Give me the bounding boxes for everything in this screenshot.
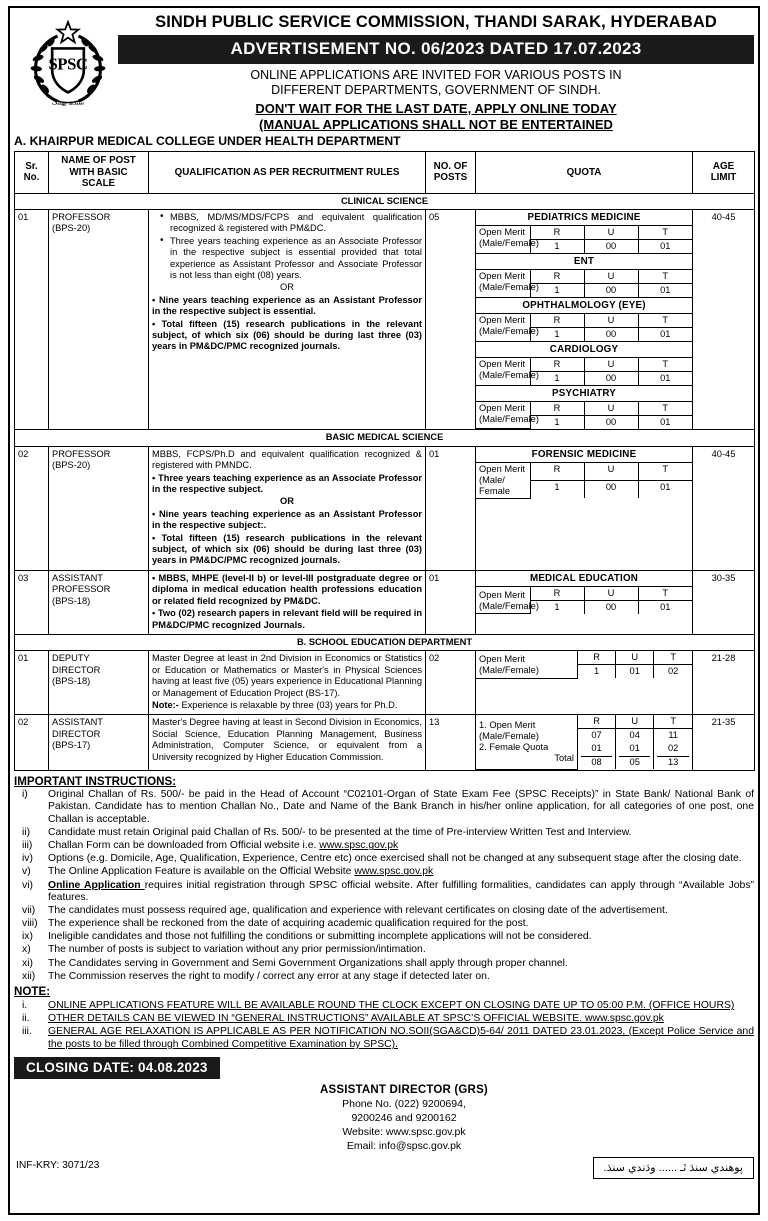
cell-quota [476,651,693,715]
quota-subtable [476,447,692,499]
instruction-text: Ineligible candidates and those not fulfilling the conditions or submitting incomplete applications will not be considered. [48,931,592,943]
quota-header-t: T [638,269,692,283]
page-header [14,10,754,132]
quota-title: PSYCHIATRY [476,385,692,401]
advertisement-number-bar: ADVERTISEMENT NO. 06/2023 DATED 17.07.2023 [118,35,754,64]
quota-title: ENT [476,253,692,269]
band-basic-medical-science: BASIC MEDICAL SCIENCE [15,430,755,446]
note-text: GENERAL AGE RELAXATION IS APPLICABLE AS PER NOTIFICATION NO.SOII(SGA&CD)5-64/ 2011 DATED 23.01.2023, (Except Police Service and the posts to be filled through Combined Competitive Examination by SPSC). [48,1026,754,1051]
subtitle-line-2: DIFFERENT DEPARTMENTS, GOVERNMENT OF SINDH. [271,83,601,97]
quota-value-u: 00 [584,415,638,429]
instruction-item: iii) Challan Form can be downloaded from Official website i.e. www.spsc.gov.pk [22,840,399,852]
cell-age-limit: 40-45 [693,446,755,570]
instruction-text: Candidate must retain Original paid Challan of Rs. 500/- to be presented at the time of Pre-interview Written Test and Interview. [48,827,632,839]
important-instructions-list [14,789,754,983]
cell-no-of-posts: 01 [426,446,476,570]
cell-quota [476,715,693,771]
quota-label: Open Merit (Male/Female) [476,269,530,297]
quota-subtable [476,571,692,615]
band-school-education-department: B. SCHOOL EDUCATION DEPARTMENT [15,634,755,650]
spsc-website-link[interactable]: www.spsc.gov.pk [319,840,399,852]
qual-text: MBBS, FCPS/Ph.D and equivalent qualification recognized & registered with PMNDC. [152,448,422,471]
instruction-text: The Candidates serving in Government and Semi Government Organizations shall apply through proper channel. [48,957,568,969]
instruction-number: vii) [22,905,36,917]
col-header-quota: QUOTA [476,152,693,194]
quota-header-r: R [530,586,584,600]
quota-label: Open Merit (Male/Female) [476,225,530,253]
instruction-text: requires initial registration through SPSC official website. After fulfilling formalities, candidates can apply through “Available Jobs” features. [48,879,754,904]
instruction-text: The Commission reserves the right to modify / correct any error at any stage if detected later on. [48,970,490,982]
col-header-name-of-post: NAME OF POST WITH BASIC SCALE [49,152,149,194]
quota-row2-and-total-u [616,742,654,769]
cell-age-limit: 21-35 [693,715,755,771]
quota-header-t: T [638,357,692,371]
cell-sr-no: 01 [15,209,49,430]
qual-bullet: • Nine years teaching experience as an Assistant Professor in the respective subject is essential. [152,295,422,318]
email-line: Email: info@spsc.gov.pk [346,1140,462,1153]
instruction-number: ix) [22,931,33,943]
quota-header-r: R [577,651,615,665]
note-text: ONLINE APPLICATIONS FEATURE WILL BE AVAILABLE ROUND THE CLOCK EXCEPT ON CLOSING DATE UP TO 05:00 P.M. (OFFICE HOURS) [48,1000,735,1012]
quota-header-r: R [530,357,584,371]
table-header-row [15,152,755,194]
quota-total-t: 13 [657,756,689,768]
qual-bullet: • Three years teaching experience as an Associate Professor in the respective subject. [152,473,422,496]
quota-value-t: 01 [638,239,692,253]
note-item [14,999,754,1012]
quota-row2-and-total-t [654,742,692,769]
quota-header-u: U [616,651,654,665]
quota-value-r: 1 [577,665,615,679]
note-title: NOTE: [14,985,51,999]
note-list [14,999,754,1051]
col-header-no-of-posts: NO. OF POSTS [426,152,476,194]
instruction-text: Original Challan of Rs. 500/- be paid in the Head of Account “C02101-Organ of State Exam Fee (SPSC Receipts)” in State Bank/ National Bank of Pakistan. Candidate has to mention Challan No., Date and Name of the Bank Branch in his/her online application, for all categories of one post, one Challan is acceptable. [48,788,754,826]
page-footer [14,1083,754,1179]
phone-line-2: 9200246 and 9200162 [351,1112,457,1125]
quota-value-r: 07 [577,729,615,743]
instruction-number: iii) [22,840,33,852]
instruction-item: v) The Online Application Feature is available on the Official Website www.spsc.gov.pk [22,866,434,878]
cell-qualification [149,209,426,430]
cell-quota [476,570,693,634]
quota-header-r: R [530,225,584,239]
quota-value-u: 00 [584,327,638,341]
quota-value-r: 1 [530,371,584,385]
quota-value-t: 01 [638,327,692,341]
quota-title: CARDIOLOGY [476,341,692,357]
instruction-text: The number of posts is subject to variation without any prior permission/intimation. [48,944,426,956]
quota-header-u: U [584,269,638,283]
spsc-website-link[interactable]: www.spsc.gov.pk [354,866,434,878]
instruction-number: viii) [22,918,38,930]
signatory-title: ASSISTANT DIRECTOR (GRS) [320,1084,488,1097]
quota-header-t: T [638,462,692,480]
quota-value-t: 01 [638,371,692,385]
instruction-item [14,789,754,827]
instruction-number: ii) [22,827,31,839]
note-item [14,1012,754,1025]
instruction-item [14,918,754,931]
quota-value-r: 01 [591,743,602,754]
qual-or: OR [280,282,294,293]
phone-line-1: Phone No. (022) 9200694, [342,1098,466,1111]
qual-text: Master's Degree having at least in Second Division in Economics, Social Science, Education Planning Management, Business Administration, Computer Science, or equivalent from a University recognized by Higher Education Commission. [152,717,422,762]
quota-value-u: 00 [584,481,638,499]
note-text: OTHER DETAILS CAN BE VIEWED IN “GENERAL INSTRUCTIONS” AVAILABLE AT SPSC’S OFFICIAL WEBSITE. www.spsc.gov.pk [48,1013,664,1025]
quota-label [476,715,577,769]
posts-table [14,151,755,771]
quota-header-t: T [654,651,692,665]
quota-subtable [476,210,692,430]
cta-line-2: (MANUAL APPLICATIONS SHALL NOT BE ENTERTAINED [259,117,613,132]
quota-header-t: T [638,586,692,600]
instruction-number: xi) [22,957,33,969]
cell-post-name: ASSISTANT PROFESSOR (BPS-18) [49,570,149,634]
quota-header-t: T [638,225,692,239]
note-number: i. [22,1000,28,1012]
quota-subtable [476,651,692,679]
quota-label: Open Merit (Male/ Female [476,462,530,498]
section-a-title: A. KHAIRPUR MEDICAL COLLEGE UNDER HEALTH DEPARTMENT [14,134,401,148]
table-row [15,570,755,634]
cell-age-limit: 40-45 [693,209,755,430]
instruction-text: The experience shall be reckoned from the date of acquiring academic qualification required for the post. [48,918,529,930]
cell-post-name: PROFESSOR (BPS-20) [49,209,149,430]
online-application-emphasis: Online Application [48,879,145,891]
instruction-item [14,971,754,984]
quota-header-t: T [638,313,692,327]
cell-quota [476,209,693,430]
inf-kry-reference: INF-KRY: 3071/23 [16,1160,100,1172]
cell-no-of-posts: 13 [426,715,476,771]
quota-value-u: 00 [584,239,638,253]
cell-sr-no: 02 [15,715,49,771]
cell-no-of-posts: 02 [426,651,476,715]
quota-value-u: 01 [629,743,640,754]
svg-text:سندھ پھبلک: سندھ پھبلک [51,99,85,107]
cell-sr-no: 02 [15,446,49,570]
quota-value-t: 02 [667,743,679,754]
quota-header-t: T [654,715,692,729]
quota-label: Open Merit (Male/Female) [476,586,530,614]
sindhi-slogan-box: پوهندي سنڌ ٿـ ...... وڌندي سنڌ. [593,1157,754,1179]
instruction-item [14,958,754,971]
cell-no-of-posts: 01 [426,570,476,634]
quota-value-u: 00 [584,283,638,297]
quota-value-u: 00 [584,371,638,385]
quota-value-r: 1 [530,239,584,253]
quota-header-r: R [530,462,584,480]
cell-no-of-posts: 05 [426,209,476,430]
cell-age-limit: 21-28 [693,651,755,715]
instruction-text: The candidates must possess required age, qualification and experience with relevant certificates on closing date of the advertisement. [48,905,668,917]
closing-date-badge: CLOSING DATE: 04.08.2023 [14,1057,220,1079]
instruction-item [14,827,754,840]
cell-qualification [149,570,426,634]
instruction-number: xii) [22,970,36,982]
col-header-sr-no: Sr. No. [15,152,49,194]
website-line: Website: www.spsc.gov.pk [342,1126,466,1139]
quota-subtable [476,715,692,770]
quota-value-t: 11 [654,729,692,743]
cell-sr-no: 03 [15,570,49,634]
qual-text: Master Degree at least in 2nd Division in Economics or Statistics or Education or Mathematics or Master's in Physical Sciences having at least five (05) years experience in Educational Planning or Management of Education Project (BS-17). [152,653,422,698]
instruction-item [14,853,754,866]
note-number: iii. [22,1026,32,1038]
important-instructions-title: IMPORTANT INSTRUCTIONS: [14,774,177,788]
instruction-number: i) [22,788,28,800]
cell-sr-no: 01 [15,651,49,715]
quota-header-r: R [530,313,584,327]
quota-header-u: U [584,586,638,600]
quota-value-t: 01 [638,481,692,499]
quota-header-r: R [530,401,584,415]
col-header-qualification: QUALIFICATION AS PER RECRUITMENT RULES [149,152,426,194]
quota-value-r: 1 [530,600,584,614]
spsc-logo-icon [24,18,112,114]
instruction-number: vi) [22,879,33,891]
quota-header-u: U [584,357,638,371]
note-item [14,1025,754,1051]
quota-header-u: U [584,225,638,239]
qual-note: Note:- Experience is relaxable by three (03) years for Ph.D. [152,699,398,710]
quota-value-t: 01 [638,283,692,297]
instruction-number: x) [22,944,31,956]
quota-femalequota-label: 2. Female Quota [479,742,549,753]
quota-total-label: Total [554,753,574,764]
quota-value-u: 01 [616,665,654,679]
qual-bullet: • Three years teaching experience as an Associate Professor in the respective subject is essential provided that total experience as Assistant Professor and Associate Professor is not less than eight (08) years. [162,236,422,282]
cta-line-1: DON'T WAIT FOR THE LAST DATE, APPLY ONLINE TODAY [255,101,617,116]
instruction-number: iv) [22,853,33,865]
table-row [15,209,755,430]
organization-title: SINDH PUBLIC SERVICE COMMISSION, THANDI SARAK, HYDERABAD [155,13,717,31]
quota-header-u: U [584,401,638,415]
note-label: Note:- [152,699,179,710]
quota-value-t: 02 [654,665,692,679]
quota-header-u: U [584,313,638,327]
cell-qualification [149,651,426,715]
quota-header-u: U [616,715,654,729]
instruction-text: Options (e.g. Domicile, Age, Qualification, Experience, Centre etc) once exercised shall not be changed at any subsequent stage after the closing date. [48,853,742,865]
quota-header-u: U [584,462,638,480]
quota-openmerit-label: 1. Open Merit (Male/Female) [479,720,539,742]
instruction-item [14,905,754,918]
instruction-item [14,931,754,944]
quota-total-r: 08 [581,756,612,768]
band-clinical-science: CLINICAL SCIENCE [15,193,755,209]
quota-label: Open Merit (Male/Female) [476,401,530,429]
cell-quota [476,446,693,570]
cell-post-name: PROFESSOR (BPS-20) [49,446,149,570]
quota-value-r: 1 [530,481,584,499]
cell-qualification [149,446,426,570]
table-row [15,651,755,715]
cell-qualification [149,715,426,771]
note-number: ii. [22,1013,30,1025]
quota-label: Open Merit (Male/Female) [476,357,530,385]
cell-post-name: ASSISTANT DIRECTOR (BPS-17) [49,715,149,771]
col-header-age-limit: AGE LIMIT [693,152,755,194]
quota-value-r: 1 [530,283,584,297]
qual-bullet: • Nine years teaching experience as an Assistant Professor in the respective subject:. [152,509,422,532]
quota-value-r: 1 [530,327,584,341]
qual-bullet: • MBBS, MD/MS/MDS/FCPS and equivalent qualification recognized & registered with PM&DC. [162,212,422,235]
quota-value-t: 01 [638,600,692,614]
subtitle-line-1: ONLINE APPLICATIONS ARE INVITED FOR VARIOUS POSTS IN [250,68,622,82]
quota-value-u: 00 [584,600,638,614]
qual-bullet: • Two (02) research papers in relevant field will be required in PM&DC/PMC recognized Journals. [152,608,422,631]
qual-bullet: • MBBS, MHPE (level-II b) or level-III postgraduate degree or diploma in medical education health professions education or related field recognized by PM&DC. [152,573,422,607]
svg-text:SPSC: SPSC [48,54,88,74]
cell-post-name: DEPUTY DIRECTOR (BPS-18) [49,651,149,715]
quota-header-r: R [577,715,615,729]
qual-bullet: • Total fifteen (15) research publications in the relevant subject, of which six (06) should be during last three (03) years in PM&DC/PMC recognized journals. [152,319,422,353]
quota-title: OPHTHALMOLOGY (EYE) [476,297,692,313]
table-row [15,446,755,570]
quota-label: Open Merit (Male/Female) [476,313,530,341]
quota-total-u: 05 [619,756,650,768]
quota-value-r: 1 [530,415,584,429]
quota-header-r: R [530,269,584,283]
instruction-item [14,944,754,957]
quota-label: Open Merit (Male/Female) [476,651,577,678]
quota-row2-and-total-r [577,742,615,769]
quota-value-u: 04 [616,729,654,743]
quota-title: FORENSIC MEDICINE [476,447,692,463]
table-row [15,715,755,771]
instruction-item [14,880,754,905]
quota-title: PEDIATRICS MEDICINE [476,210,692,226]
instruction-number: v) [22,866,31,878]
qual-bullet: • Total fifteen (15) research publications in the relevant subject, of which six (06) should be during last three (03) years in PM&DC/PMC recognized journals. [152,533,422,567]
quota-header-t: T [638,401,692,415]
quota-title: MEDICAL EDUCATION [476,571,692,587]
quota-value-t: 01 [638,415,692,429]
qual-or: OR [280,496,294,507]
cell-age-limit: 30-35 [693,570,755,634]
